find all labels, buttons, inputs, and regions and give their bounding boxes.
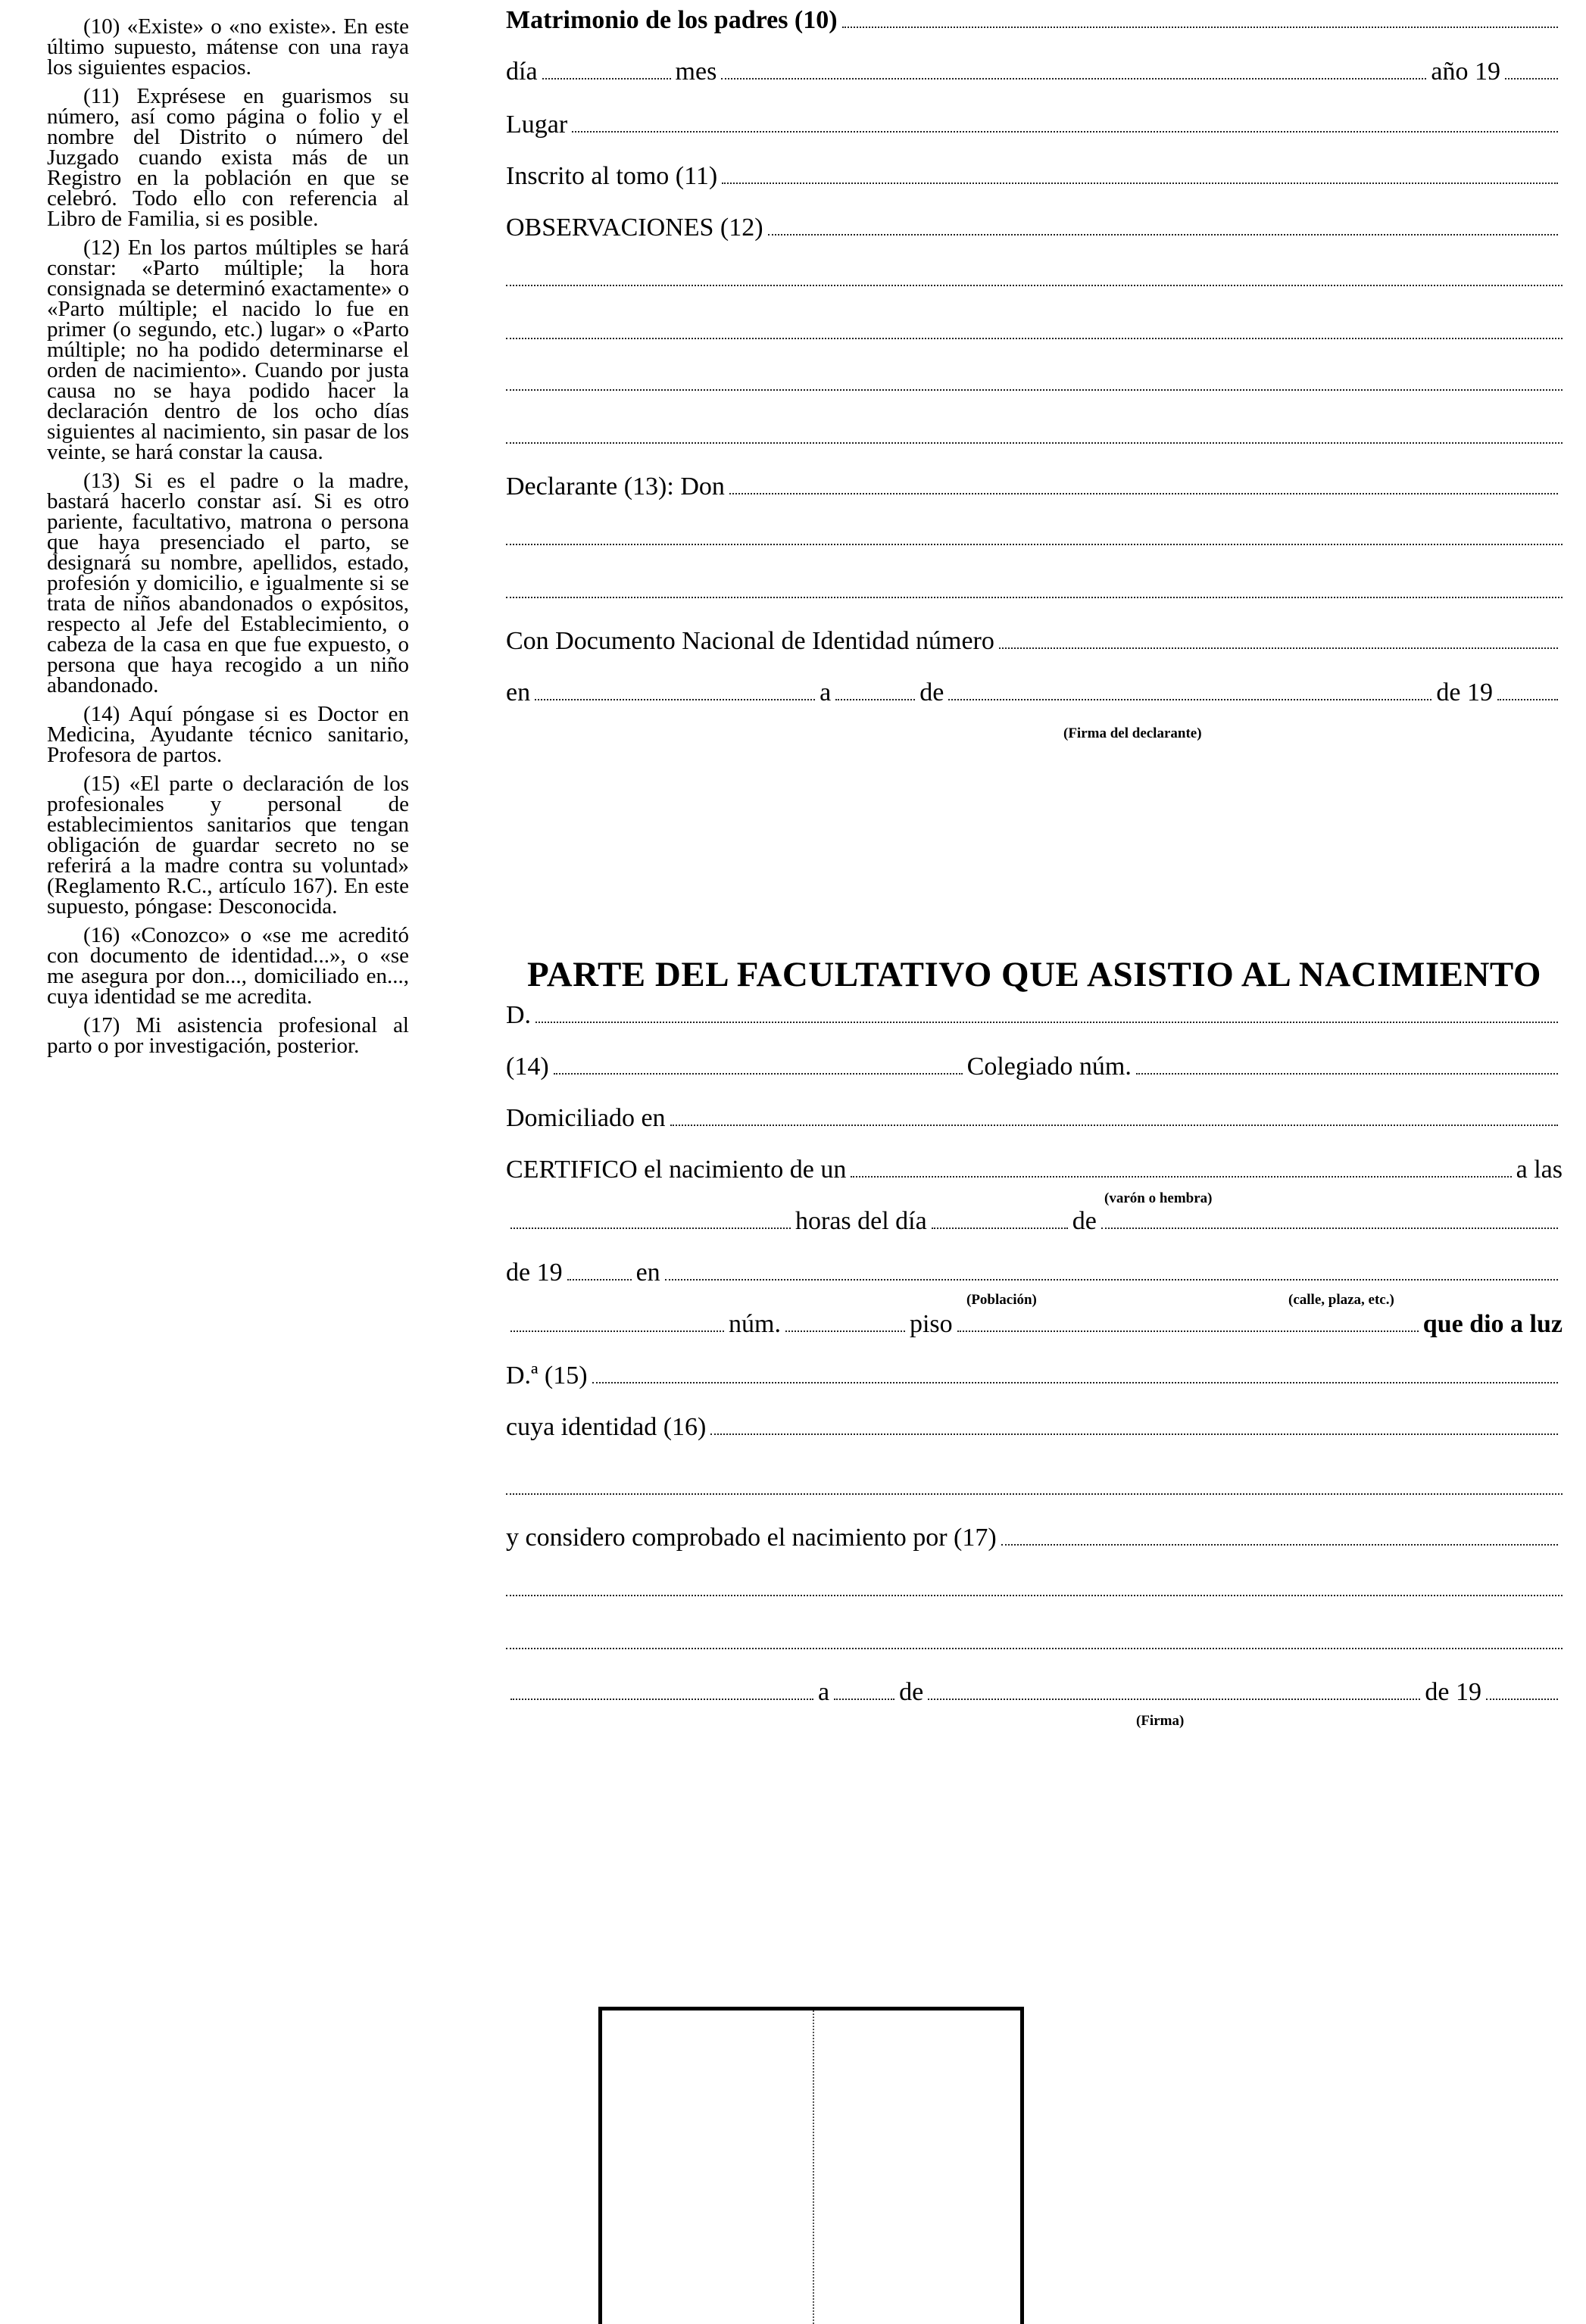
note-16: (16) «Conozco» o «se me acreditó con documento de identidad...», o «se me asegura por don..., domiciliado en..., cuya identidad se me acredita. bbox=[47, 923, 409, 1009]
dia-firma-field[interactable] bbox=[834, 1699, 894, 1700]
note-12: (12) En los partos múltiples se hará constar: «Parto múltiple; la hora consignada se determinó exactamente» o «Parto múltiple; el nacido lo fue en primer (o segundo, etc.) lugar» o «Parto múltiple; no ha podido determinarse el orden de nacimiento». Cuando por justa causa no se haya podido hacer la declaración dentro de los ocho días siguientes al nacimiento, sin pasar de los veinte, se hará constar la causa. bbox=[47, 236, 409, 464]
note-17: (17) Mi asistencia profesional al parto o por investigación, posterior. bbox=[47, 1013, 409, 1058]
colegiado-field[interactable] bbox=[1136, 1073, 1558, 1075]
anio-en-row bbox=[506, 1254, 1563, 1287]
footnotes-column bbox=[47, 14, 409, 1065]
certifico-label: CERTIFICO el nacimiento de un bbox=[506, 1156, 847, 1184]
fingerprint-box-divider bbox=[813, 2010, 814, 2324]
piso-field[interactable] bbox=[957, 1330, 1419, 1332]
observaciones-label: OBSERVACIONES (12) bbox=[506, 214, 763, 242]
d-field[interactable] bbox=[535, 1022, 1558, 1023]
comprobado-row bbox=[506, 1519, 1563, 1552]
mes-firma-field[interactable] bbox=[928, 1699, 1420, 1700]
matrimonio-field[interactable] bbox=[842, 27, 1558, 28]
en-label: en bbox=[506, 678, 531, 707]
poblacion-field[interactable] bbox=[665, 1279, 1558, 1281]
declarante-row bbox=[506, 468, 1563, 501]
domiciliado-field[interactable] bbox=[670, 1125, 1558, 1126]
observaciones-line-3[interactable] bbox=[506, 338, 1563, 339]
inscrito-field[interactable] bbox=[722, 182, 1558, 184]
identidad-row bbox=[506, 1408, 1563, 1442]
fecha-matrimonio-row bbox=[506, 53, 1563, 86]
inscrito-row bbox=[506, 158, 1563, 191]
a-label-2: a bbox=[818, 1678, 830, 1706]
dia-label: día bbox=[506, 58, 538, 86]
dia-declaracion-field[interactable] bbox=[835, 699, 915, 700]
parte-heading: PARTE DEL FACULTATIVO QUE ASISTIO AL NACIMIENTO bbox=[527, 955, 1541, 994]
firma-declarante-caption: (Firma del declarante) bbox=[1063, 725, 1202, 741]
fecha-declaracion-row bbox=[506, 674, 1563, 707]
calle-caption: (calle, plaza, etc.) bbox=[1288, 1292, 1394, 1308]
comprobado-line-2[interactable] bbox=[506, 1595, 1563, 1596]
matrimonio-row bbox=[506, 2, 1563, 35]
observaciones-line-2[interactable] bbox=[506, 285, 1563, 286]
dni-field[interactable] bbox=[999, 647, 1558, 649]
fingerprint-box bbox=[598, 2007, 1024, 2324]
num-label: núm. bbox=[729, 1310, 781, 1338]
anio-nacimiento-field[interactable] bbox=[567, 1279, 632, 1281]
note-10: (10) «Existe» o «no existe». En este último supuesto, mátense con una raya los siguientes espacios. bbox=[47, 14, 409, 80]
a-las-label: a las bbox=[1516, 1156, 1563, 1184]
declarante-line-3[interactable] bbox=[506, 597, 1563, 598]
comprobado-field[interactable] bbox=[1001, 1544, 1558, 1546]
madre-row bbox=[506, 1357, 1563, 1390]
a-label: a bbox=[820, 678, 832, 707]
madre-field[interactable] bbox=[592, 1382, 1558, 1383]
observaciones-line-5[interactable] bbox=[506, 442, 1563, 444]
de-label-1: de bbox=[1072, 1207, 1097, 1235]
d-label: D. bbox=[506, 1001, 532, 1029]
anio-firma-field[interactable] bbox=[1486, 1699, 1558, 1700]
dio-luz-label: que dio a luz bbox=[1422, 1310, 1563, 1338]
declarante-label: Declarante (13): Don bbox=[506, 473, 725, 501]
inscrito-label: Inscrito al tomo (11) bbox=[506, 162, 718, 190]
certifico-row bbox=[506, 1151, 1563, 1184]
identidad-label: cuya identidad (16) bbox=[506, 1413, 707, 1441]
fecha-firma-row bbox=[506, 1674, 1563, 1707]
observaciones-field[interactable] bbox=[768, 234, 1558, 236]
piso-label: piso bbox=[909, 1310, 953, 1338]
lugar-declaracion-field[interactable] bbox=[535, 699, 815, 700]
horas-row bbox=[506, 1203, 1563, 1236]
note-13: (13) Si es el padre o la madre, bastará hacerlo constar así. Si es otro pariente, facultativo, matrona o persona que haya presenciado el parto, se designará su nombre, apellidos, estado, profesión y domicilio, e igualmente si se trata de niños abandonados o expósitos, respecto al Jefe del Establecimiento, o cabeza de la casa en que fue expuesto, o persona que haya recogido a un niño abandonado. bbox=[47, 469, 409, 697]
colegiado-label: Colegiado núm. bbox=[966, 1053, 1132, 1081]
domiciliado-label: Domiciliado en bbox=[506, 1104, 666, 1132]
colegiado-row bbox=[506, 1048, 1563, 1081]
da15-label: D.ª (15) bbox=[506, 1362, 588, 1390]
note-14: (14) Aquí póngase si es Doctor en Medicina, Ayudante técnico sanitario, Profesora de partos. bbox=[47, 702, 409, 767]
calle-field[interactable] bbox=[510, 1330, 724, 1332]
declarante-field[interactable] bbox=[729, 493, 1558, 494]
lugar-row bbox=[506, 106, 1563, 139]
note-11: (11) Exprésese en guarismos su número, así como página o folio y el nombre del Distrito o número del Juzgado cuando exista más de un Registro en la población en que se celebró. Todo ello con referencia al Libro de Familia, si es posible. bbox=[47, 84, 409, 231]
hora-field[interactable] bbox=[510, 1228, 791, 1229]
lugar-label: Lugar bbox=[506, 111, 568, 139]
domiciliado-row bbox=[506, 1100, 1563, 1133]
note-15: (15) «El parte o declaración de los profesionales y personal de establecimientos sanitarios que tengan obligación de guardar secreto no se referirá a la madre contra su voluntad» (Reglamento R.C., artículo 167). En este supuesto, póngase: Desconocida. bbox=[47, 772, 409, 919]
observaciones-row bbox=[506, 209, 1563, 242]
d-row bbox=[506, 997, 1563, 1030]
anio-declaracion-field[interactable] bbox=[1497, 699, 1558, 700]
mes-label: mes bbox=[675, 58, 717, 86]
horas-label: horas del día bbox=[795, 1207, 927, 1235]
anio-field[interactable] bbox=[1505, 78, 1558, 80]
de19-label-2: de 19 bbox=[506, 1259, 563, 1287]
comprobado-label: y considero comprobado el nacimiento por (17) bbox=[506, 1524, 997, 1552]
en-label-2: en bbox=[635, 1259, 660, 1287]
poblacion-caption: (Población) bbox=[966, 1292, 1037, 1308]
de19-label: de 19 bbox=[1436, 678, 1493, 707]
num-field[interactable] bbox=[785, 1330, 905, 1332]
dni-label: Con Documento Nacional de Identidad número bbox=[506, 627, 994, 655]
dia-field[interactable] bbox=[542, 78, 671, 80]
lugar-firma-field[interactable] bbox=[510, 1699, 813, 1700]
comprobado-line-3[interactable] bbox=[506, 1648, 1563, 1649]
matrimonio-label: Matrimonio de los padres (10) bbox=[506, 6, 838, 34]
observaciones-line-4[interactable] bbox=[506, 389, 1563, 391]
dia-nacimiento-field[interactable] bbox=[932, 1228, 1068, 1229]
lugar-field[interactable] bbox=[572, 131, 1558, 133]
de-label: de bbox=[919, 678, 944, 707]
mes-nacimiento-field[interactable] bbox=[1101, 1228, 1558, 1229]
firma-caption: (Firma) bbox=[1136, 1713, 1185, 1729]
anio-label: año 19 bbox=[1431, 58, 1500, 86]
varon-hembra-caption: (varón o hembra) bbox=[1104, 1190, 1213, 1206]
identidad-line-2[interactable] bbox=[506, 1493, 1563, 1495]
sexo-field[interactable] bbox=[851, 1176, 1511, 1178]
mes-field[interactable] bbox=[721, 78, 1426, 80]
n14-label: (14) bbox=[506, 1053, 549, 1081]
dni-row bbox=[506, 622, 1563, 656]
identidad-field[interactable] bbox=[710, 1433, 1558, 1435]
de-label-3: de bbox=[899, 1678, 924, 1706]
titulo-field[interactable] bbox=[554, 1073, 963, 1075]
mes-declaracion-field[interactable] bbox=[948, 699, 1431, 700]
num-piso-row bbox=[506, 1305, 1563, 1339]
de19-label-3: de 19 bbox=[1425, 1678, 1481, 1706]
declarante-line-2[interactable] bbox=[506, 544, 1563, 545]
